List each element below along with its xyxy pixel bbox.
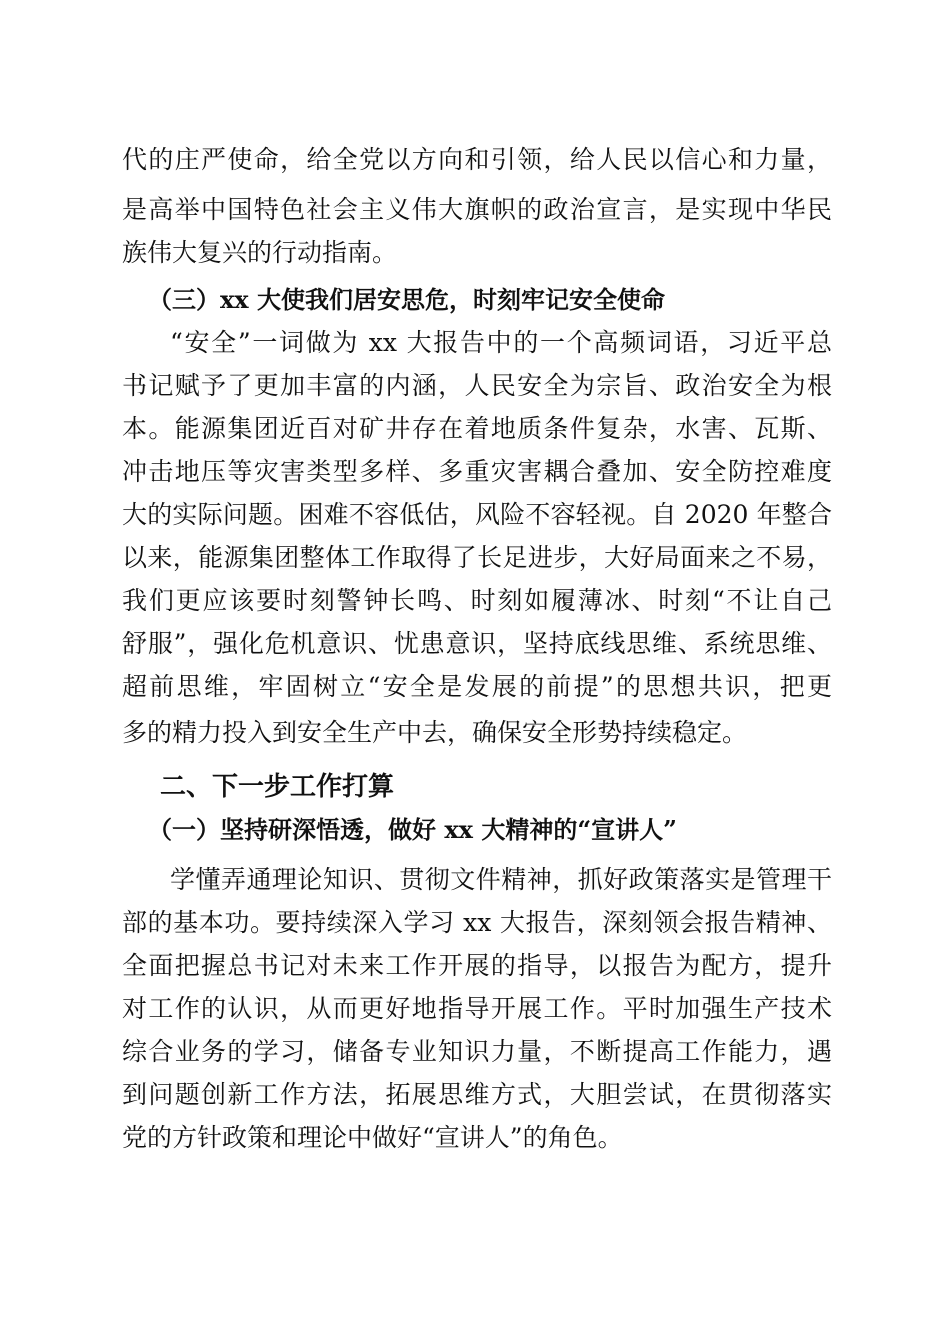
paragraph-line: 对工作的认识，从而更好地指导开展工作。平时加强生产技术 [122,994,832,1023]
paragraph-line: 大的实际问题。困难不容低估，风险不容轻视。自 2020 年整合 [122,500,832,529]
paragraph-line: 学懂弄通理论知识、贯彻文件精神，抓好政策落实是管理干 [170,865,832,894]
paragraph-line: 族伟大复兴的行动指南。 [122,238,398,267]
paragraph-line: 全面把握总书记对未来工作开展的指导，以报告为配方，提升 [122,951,832,980]
paragraph-line: 综合业务的学习，储备专业知识力量，不断提高工作能力，遇 [122,1037,832,1066]
paragraph-line: 冲击地压等灾害类型多样、多重灾害耦合叠加、安全防控难度 [122,457,832,486]
paragraph-line: 我们更应该要时刻警钟长鸣、时刻如履薄冰、时刻“不让自己 [122,586,832,615]
section-heading: （三）xx 大使我们居安思危，时刻牢记安全使命 [148,285,665,314]
paragraph-line: 书记赋予了更加丰富的内涵，人民安全为宗旨、政治安全为根 [122,371,832,400]
paragraph-line: 是高举中国特色社会主义伟大旗帜的政治宣言，是实现中华民 [122,195,832,224]
paragraph-line: 以来，能源集团整体工作取得了长足进步，大好局面来之不易， [122,543,832,572]
paragraph-line: 舒服”，强化危机意识、忧患意识，坚持底线思维、系统思维、 [122,629,832,658]
paragraph-line: 超前思维，牢固树立“安全是发展的前提”的思想共识，把更 [122,672,832,701]
part-heading: 二、下一步工作打算 [160,772,395,802]
paragraph-line: 多的精力投入到安全生产中去，确保安全形势持续稳定。 [122,718,748,747]
paragraph-line: 部的基本功。要持续深入学习 xx 大报告，深刻领会报告精神、 [122,908,832,937]
section-heading: （一）坚持研深悟透，做好 xx 大精神的“宣讲人” [148,815,677,844]
paragraph-line: 到问题创新工作方法，拓展思维方式，大胆尝试，在贯彻落实 [122,1080,832,1109]
paragraph-line: 党的方针政策和理论中做好“宣讲人”的角色。 [122,1123,623,1152]
paragraph-line: 本。能源集团近百对矿井存在着地质条件复杂，水害、瓦斯、 [122,414,832,443]
paragraph-line: 代的庄严使命，给全党以方向和引领，给人民以信心和力量， [122,145,832,174]
paragraph-line: “安全”一词做为 xx 大报告中的一个高频词语，习近平总 [170,328,832,357]
